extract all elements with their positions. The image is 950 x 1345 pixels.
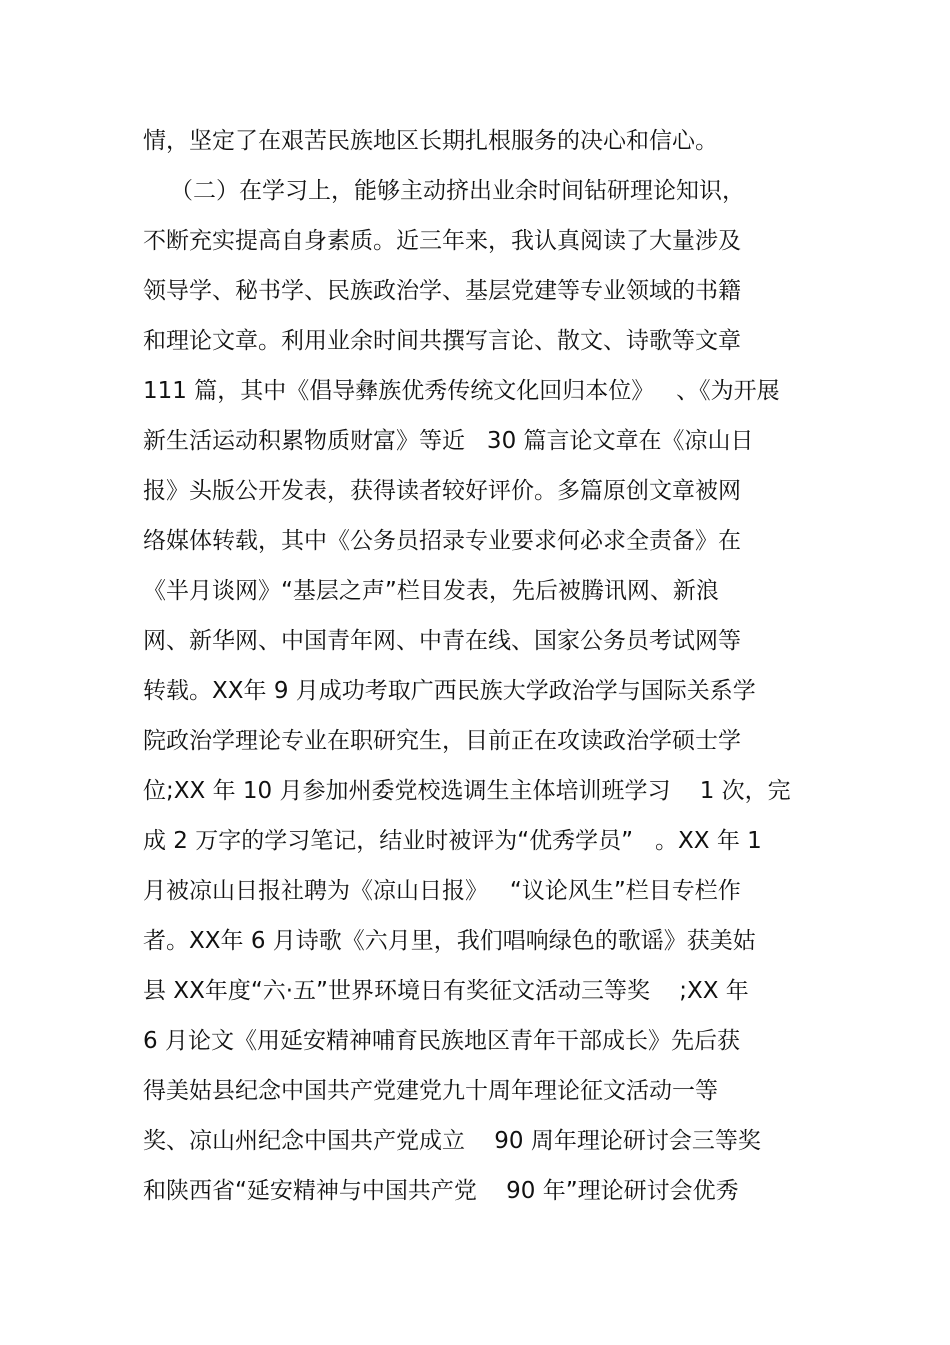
paragraph-line-20: 得美姑县纪念中国共产党建党九十周年理论征文活动一等 (143, 1078, 718, 1104)
paragraph-line-15: 成 2 万字的学习笔记，结业时被评为“优秀学员” 。XX 年 1 (143, 828, 762, 854)
paragraph-line-7: 新生活运动积累物质财富》等近 30 篇言论文章在《凉山日 (143, 428, 754, 454)
paragraph-line-16: 月被凉山日报社聘为《凉山日报》 “议论风生”栏目专栏作 (143, 878, 741, 904)
paragraph-line-17: 者。XX年 6 月诗歌《六月里，我们唱响绿色的歌谣》获美姑 (143, 928, 756, 954)
paragraph-line-9: 络媒体转载，其中《公务员招录专业要求何必求全责备》在 (143, 528, 741, 554)
paragraph-line-11: 网、新华网、中国青年网、中青在线、国家公务员考试网等 (143, 628, 741, 654)
paragraph-line-4: 领导学、秘书学、民族政治学、基层党建等专业领域的书籍 (143, 278, 741, 304)
paragraph-line-3: 不断充实提高自身素质。近三年来，我认真阅读了大量涉及 (143, 228, 741, 254)
paragraph-line-1: 情，坚定了在艰苦民族地区长期扎根服务的决心和信心。 (143, 128, 718, 154)
paragraph-line-14: 位;XX 年 10 月参加州委党校选调生主体培训班学习 1 次，完 (143, 778, 791, 804)
paragraph-line-22: 和陕西省“延安精神与中国共产党 90 年”理论研讨会优秀 (143, 1178, 739, 1204)
paragraph-line-21: 奖、凉山州纪念中国共产党成立 90 周年理论研讨会三等奖 (143, 1128, 761, 1154)
paragraph-line-12: 转载。XX年 9 月成功考取广西民族大学政治学与国际关系学 (143, 678, 756, 704)
paragraph-line-5: 和理论文章。利用业余时间共撰写言论、散文、诗歌等文章 (143, 328, 741, 354)
paragraph-line-2: （二）在学习上，能够主动挤出业余时间钻研理论知识， (170, 178, 745, 204)
paragraph-line-13: 院政治学理论专业在职研究生，目前正在攻读政治学硕士学 (143, 728, 741, 754)
paragraph-line-19: 6 月论文《用延安精神哺育民族地区青年干部成长》先后获 (143, 1028, 740, 1054)
paragraph-line-10: 《半月谈网》“基层之声”栏目发表，先后被腾讯网、新浪 (143, 578, 719, 604)
paragraph-line-6: 111 篇，其中《倡导彝族优秀传统文化回归本位》 、《为开展 (143, 378, 780, 404)
paragraph-line-8: 报》头版公开发表，获得读者较好评价。多篇原创文章被网 (143, 478, 741, 504)
paragraph-line-18: 县 XX年度“六·五”世界环境日有奖征文活动三等奖 ;XX 年 (143, 978, 749, 1004)
